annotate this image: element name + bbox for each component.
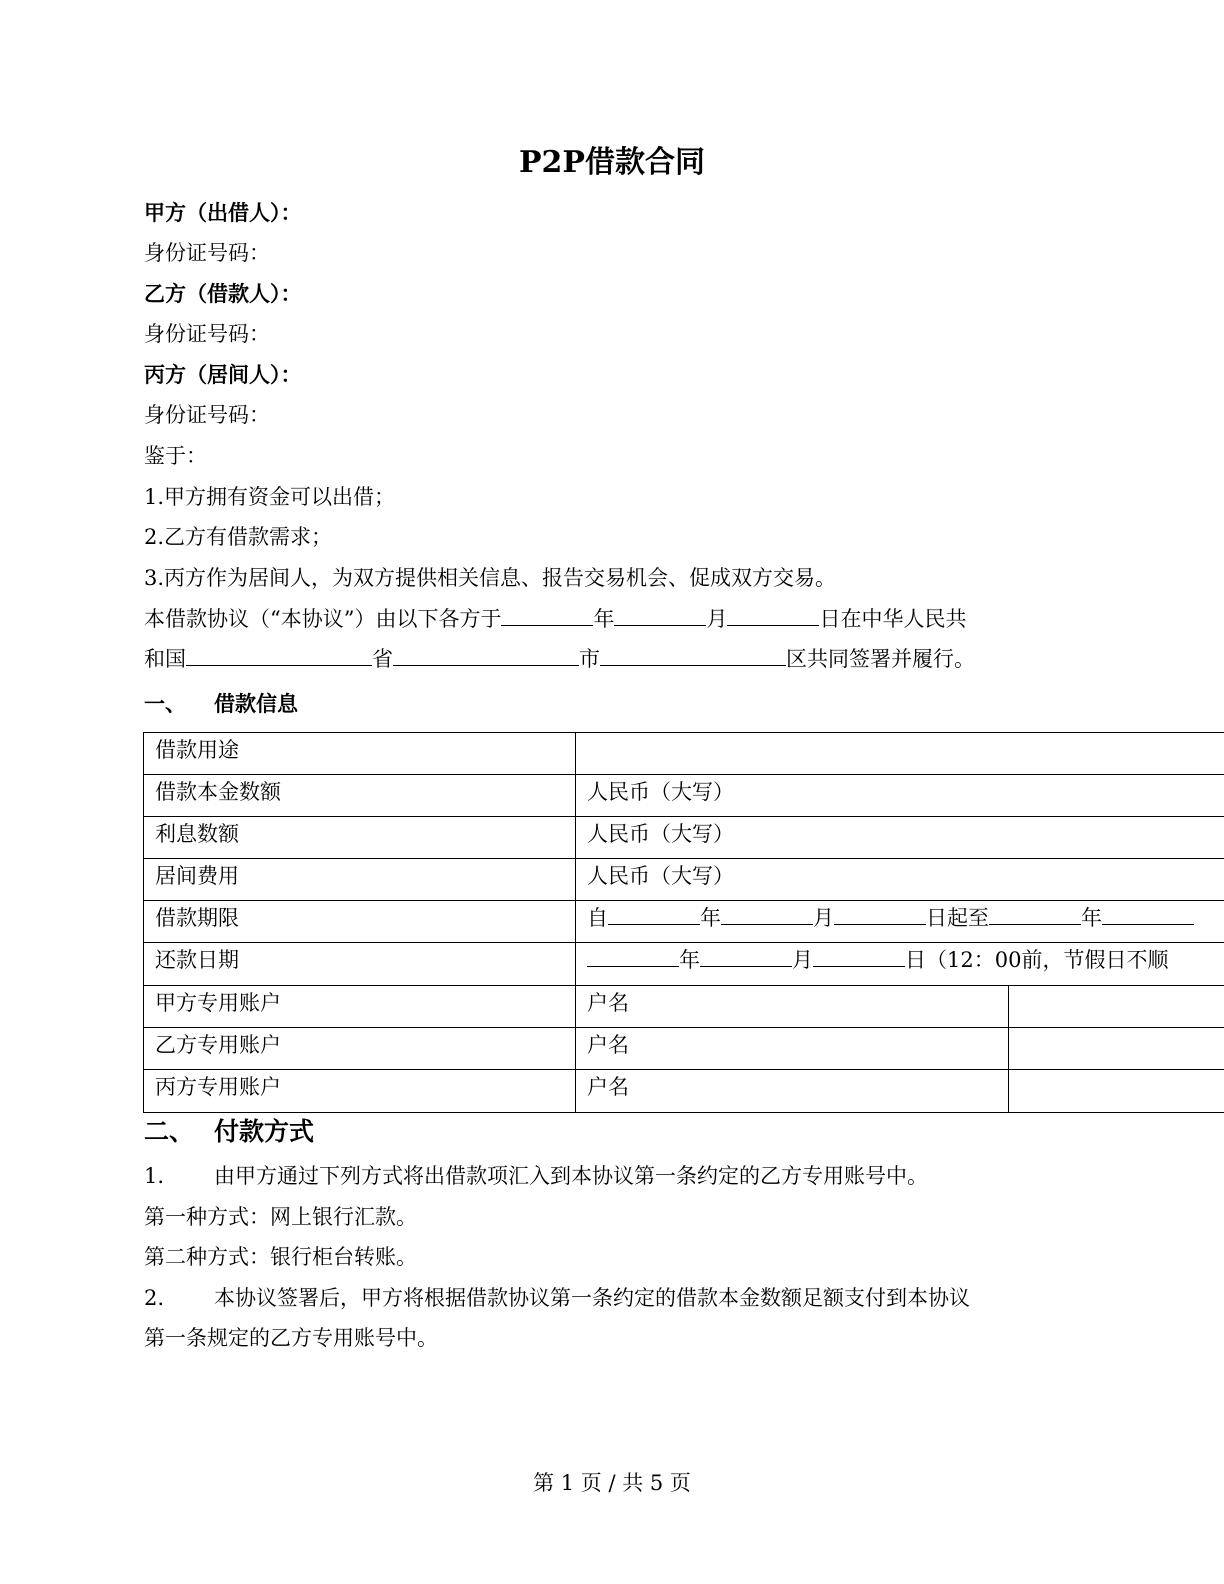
intro-end-text: 日在中华人民共 <box>819 607 967 631</box>
section-2-number: 二、 <box>144 1117 195 1146</box>
payment-method-2: 第二种方式：银行柜台转账。 <box>144 1245 417 1269</box>
section-2-heading <box>144 1114 314 1150</box>
row-label: 丙方专用账户 <box>144 1070 576 1112</box>
recital-2: 2.乙方有借款需求； <box>144 525 333 549</box>
province-label: 省 <box>372 647 393 671</box>
table-row <box>144 901 1224 943</box>
row-label: 居间费用 <box>144 859 576 900</box>
repay-month-blank[interactable] <box>700 944 792 967</box>
section-1-title: 借款信息 <box>214 691 298 716</box>
row-value[interactable]: 人民币（大写） <box>587 780 734 804</box>
row-label: 借款本金数额 <box>144 775 576 816</box>
intro-start-text: 本借款协议（“本协议”）由以下各方于 <box>144 607 502 631</box>
term-end-year-blank[interactable] <box>989 902 1081 925</box>
repay-month-label: 月 <box>792 948 813 972</box>
party-c-id-label: 身份证号码： <box>144 403 270 427</box>
page-footer: 第 1 页 / 共 5 页 <box>533 1471 691 1495</box>
table-row <box>144 775 1224 817</box>
country-blank[interactable] <box>186 643 372 666</box>
intro-line-2 <box>144 643 975 675</box>
term-day-blank[interactable] <box>834 902 926 925</box>
item-1-text: 由甲方通过下列方式将出借款项汇入到本协议第一条约定的乙方专用账号中。 <box>214 1164 928 1188</box>
section-2-title: 付款方式 <box>214 1117 315 1146</box>
row-value[interactable] <box>576 733 1224 774</box>
item-2-number: 2. <box>144 1286 165 1310</box>
table-row <box>144 1070 1224 1112</box>
loan-info-table <box>143 732 1224 1113</box>
payment-item-2-cont: 第一条规定的乙方专用账号中。 <box>144 1326 438 1350</box>
account-name-cell[interactable]: 户名 <box>576 1028 1009 1069</box>
party-a-label: 甲方（出借人）： <box>144 200 302 225</box>
province-blank[interactable] <box>393 643 579 666</box>
repay-year-blank[interactable] <box>587 944 679 967</box>
party-b-id-label: 身份证号码： <box>144 322 270 346</box>
repay-date-value[interactable] <box>576 943 1224 985</box>
row-label: 利息数额 <box>144 817 576 858</box>
intro-line-1 <box>144 603 966 635</box>
row-label: 乙方专用账户 <box>144 1028 576 1069</box>
year-blank[interactable] <box>501 603 593 626</box>
account-number-cell[interactable] <box>1009 986 1224 1027</box>
term-year-label: 年 <box>700 906 721 930</box>
payment-item-1 <box>144 1160 928 1192</box>
city-blank[interactable] <box>600 643 786 666</box>
repay-tail-text: 日（12：00前，节假日不顺 <box>905 948 1169 972</box>
party-b-label: 乙方（借款人）： <box>144 281 302 306</box>
row-value[interactable]: 人民币（大写） <box>587 864 734 888</box>
party-c-label: 丙方（居间人）： <box>144 362 302 387</box>
row-label: 甲方专用账户 <box>144 986 576 1027</box>
recital-1: 1.甲方拥有资金可以出借； <box>144 485 396 509</box>
section-1-heading <box>144 688 298 720</box>
term-from-text: 自 <box>587 906 608 930</box>
repay-day-blank[interactable] <box>813 944 905 967</box>
year-label: 年 <box>593 607 615 631</box>
table-row <box>144 817 1224 859</box>
table-row <box>144 943 1224 986</box>
row-label: 还款日期 <box>144 943 576 985</box>
row-value[interactable]: 人民币（大写） <box>587 822 734 846</box>
intro-line2-start: 和国 <box>144 647 186 671</box>
loan-term-value[interactable] <box>576 901 1224 942</box>
table-row <box>144 986 1224 1028</box>
recital-3: 3.丙方作为居间人，为双方提供相关信息、报告交易机会、促成双方交易。 <box>144 566 837 590</box>
table-row <box>144 733 1224 775</box>
payment-item-2 <box>144 1282 970 1314</box>
account-number-cell[interactable] <box>1009 1070 1224 1112</box>
whereas-label: 鉴于： <box>144 444 207 468</box>
month-label: 月 <box>706 607 728 631</box>
item-1-number: 1. <box>144 1164 165 1188</box>
repay-year-label: 年 <box>679 948 700 972</box>
payment-method-1: 第一种方式：网上银行汇款。 <box>144 1205 417 1229</box>
term-day-from-text: 日起至 <box>926 906 989 930</box>
month-blank[interactable] <box>614 603 706 626</box>
term-month-blank[interactable] <box>721 902 813 925</box>
intro-line2-end: 区共同签署并履行。 <box>786 647 975 671</box>
section-1-number: 一、 <box>144 691 186 716</box>
account-name-cell[interactable]: 户名 <box>576 986 1009 1027</box>
account-number-cell[interactable] <box>1009 1028 1224 1069</box>
item-2-text: 本协议签署后，甲方将根据借款协议第一条约定的借款本金数额足额支付到本协议 <box>214 1286 970 1310</box>
row-label: 借款期限 <box>144 901 576 942</box>
table-row <box>144 1028 1224 1070</box>
term-year-blank[interactable] <box>608 902 700 925</box>
day-blank[interactable] <box>727 603 819 626</box>
term-end-year-label: 年 <box>1081 906 1102 930</box>
document-title: P2P借款合同 <box>519 145 705 180</box>
term-month-label: 月 <box>813 906 834 930</box>
account-name-cell[interactable]: 户名 <box>576 1070 1009 1112</box>
city-label: 市 <box>579 647 600 671</box>
row-label: 借款用途 <box>144 733 576 774</box>
table-row <box>144 859 1224 901</box>
party-a-id-label: 身份证号码： <box>144 241 270 265</box>
term-end-month-blank[interactable] <box>1102 902 1194 925</box>
